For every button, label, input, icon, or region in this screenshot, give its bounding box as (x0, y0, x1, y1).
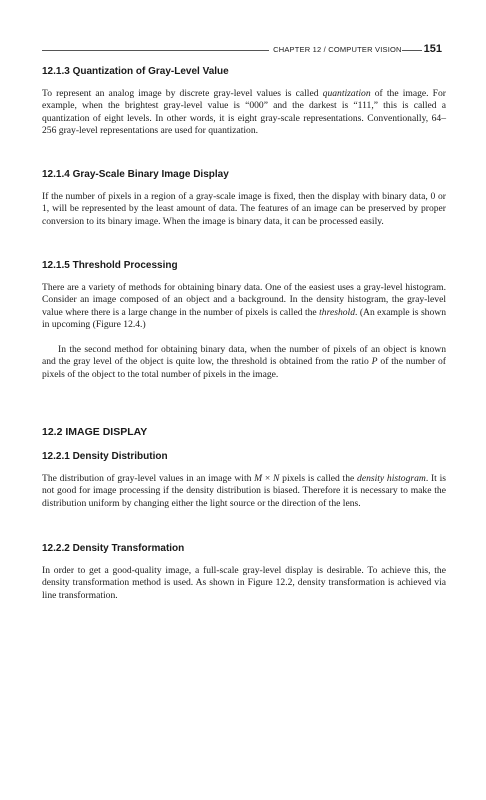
section-heading-12-2: 12.2 IMAGE DISPLAY (42, 426, 148, 438)
text-run: The distribution of gray-level values in an image with (42, 473, 255, 484)
paragraph-binary-display: If the number of pixels in a region of a gray-scale image is fixed, then the display with binary data, 0 or 1, will be represented by the least amount of data. The features of an image can be preserved by proper conversion to its binary image. When the image is binary data, it can be processed easily. (42, 191, 446, 227)
section-heading-12-1-4: 12.1.4 Gray-Scale Binary Image Display (42, 169, 229, 180)
term-quantization: quantization (322, 88, 371, 99)
paragraph-density-transformation: In order to get a good-quality image, a full-scale gray-level display is desirable. To achieve this, the density transformation method is used. As shown in Figure 12.2, density transformation is achieved via line transformation. (42, 565, 446, 601)
text-run: . It is not good for image processing if the density distribution is biased. Therefore it is necessary to make the distribution uniform by changing either the light source or the direction of the lens. (42, 473, 446, 509)
text-run: of the image. For example, when the brightest gray-level value is “000” and the darkest is “111,” this is called a quantization of eight levels. In other words, it is eight gray-scale representations. Conventionally, 64–256 gray-level representations are used for quantization. (42, 88, 446, 137)
text-run: In the second method for obtaining binary data, when the number of pixels of an object is known and the gray level of the object is quite low, the threshold is obtained from the ratio (42, 344, 446, 368)
text-run: . (An example is shown in upcoming (Figure 12.4.) (42, 306, 446, 331)
section-heading-12-1-5: 12.1.5 Threshold Processing (42, 260, 178, 271)
paragraph-quantization (42, 88, 446, 138)
term-threshold: threshold (319, 306, 355, 318)
text-run: There are a variety of methods for obtaining binary data. One of the easiest uses a gray-level histogram. Consider an image composed of an object and a background. In the density histogram, the gray-level value where there is a large change in the number of pixels is called the (42, 282, 446, 318)
variable-n: N (273, 473, 280, 484)
paragraph-threshold-1 (42, 282, 446, 332)
page-number: 151 (423, 43, 442, 56)
section-heading-12-2-1: 12.2.1 Density Distribution (42, 451, 168, 462)
section-heading-12-1-3: 12.1.3 Quantization of Gray-Level Value (42, 66, 229, 77)
term-density-histogram: density histogram (357, 473, 426, 484)
text-run: pixels is called the (279, 473, 358, 484)
text-run: of the number of pixels of the object to the total number of pixels in the image. (42, 356, 446, 380)
chapter-title: CHAPTER 12 / COMPUTER VISION (269, 45, 402, 54)
variable-m: M (254, 473, 263, 484)
section-heading-12-2-2: 12.2.2 Density Transformation (42, 543, 185, 554)
text-run: To represent an analog image by discrete gray-level values is called (42, 88, 323, 99)
paragraph-threshold-2 (42, 344, 446, 381)
running-header (42, 40, 442, 54)
times-sign: × (262, 473, 274, 484)
variable-p: P (371, 356, 378, 368)
paragraph-density-distribution (42, 473, 446, 510)
